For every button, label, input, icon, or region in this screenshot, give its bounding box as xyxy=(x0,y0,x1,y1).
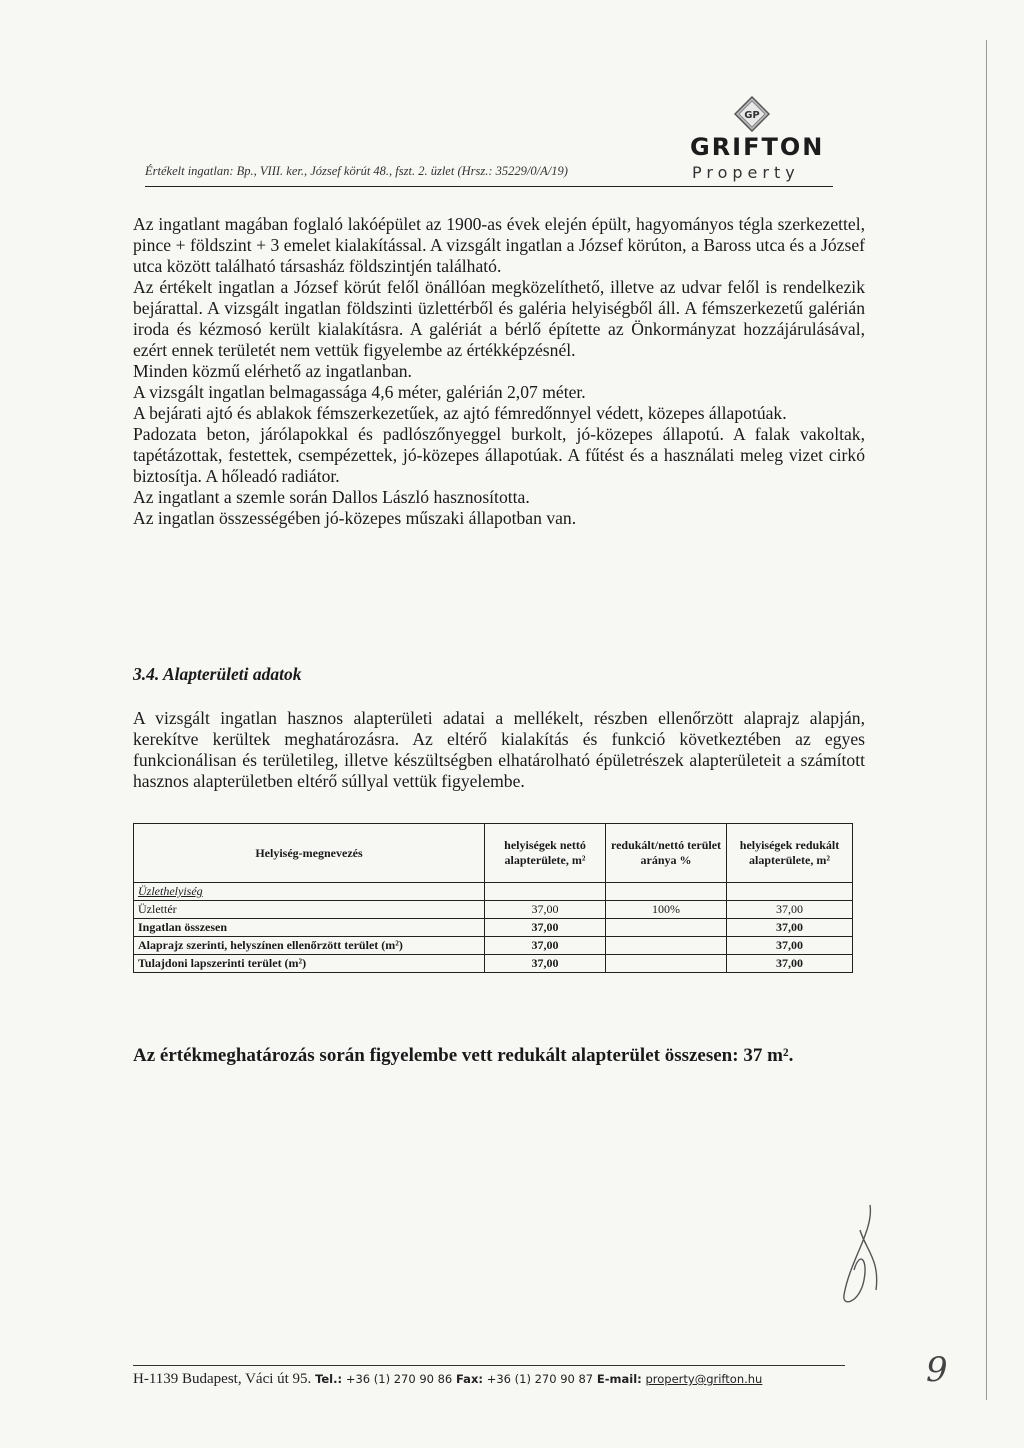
row-net xyxy=(485,883,606,901)
row-net: 37,00 xyxy=(485,937,606,955)
paragraph-doors: A bejárati ajtó és ablakok fémszerkezetűek, az ajtó fémredőnnyel védett, közepes állapotúak. xyxy=(133,403,787,423)
logo-mark-text: GP xyxy=(744,110,760,121)
row-ratio: 100% xyxy=(606,901,727,919)
footer-tel: +36 (1) 270 90 86 xyxy=(345,1372,453,1386)
table-row xyxy=(134,937,853,955)
footer xyxy=(133,1371,762,1388)
row-reduced: 37,00 xyxy=(727,955,853,973)
row-ratio xyxy=(606,955,727,973)
paragraph-height: A vizsgált ingatlan belmagassága 4,6 méter, galérián 2,07 méter. xyxy=(133,382,586,402)
header-reduced-area: helyiségek redukált alapterülete, m² xyxy=(727,824,853,883)
logo-subtitle: Property xyxy=(692,163,800,182)
footer-email-label: E-mail: xyxy=(596,1372,642,1386)
row-name: Alaprajz szerinti, helyszínen ellenőrzött terület (m²) xyxy=(134,937,485,955)
table-row xyxy=(134,883,853,901)
row-net: 37,00 xyxy=(485,955,606,973)
logo-wordmark: GRIFTON xyxy=(690,133,825,161)
row-name: Üzlettér xyxy=(134,901,485,919)
row-ratio xyxy=(606,919,727,937)
section-heading: 3.4. Alapterületi adatok xyxy=(133,664,302,684)
row-net: 37,00 xyxy=(485,919,606,937)
section-intro xyxy=(133,708,865,792)
table-row xyxy=(134,901,853,919)
row-net: 37,00 xyxy=(485,901,606,919)
footer-address: H-1139 Budapest, Váci út 95. xyxy=(133,1371,312,1387)
header-ratio: redukált/nettó terület aránya % xyxy=(606,824,727,883)
footer-fax: +36 (1) 270 90 87 xyxy=(486,1372,594,1386)
footer-rule xyxy=(133,1365,845,1366)
row-reduced: 37,00 xyxy=(727,937,853,955)
signature-icon xyxy=(830,1200,890,1320)
description-body xyxy=(133,214,865,529)
paragraph-access: Az értékelt ingatlan a József körút felől önállóan megközelíthető, illetve az udvar felől is rendelkezik bejárattal. A vizsgált ingatlan földszinti üzlettérből és galéria helyiségből áll. A fémszerkezetű galérián iroda és kézmosó került kialakításra. A galériát a bérlő építette az Önkormányzat hozzájárulásával, ezért ennek területét nem vettük figyelembe az értékképzésnél. xyxy=(133,277,865,360)
row-ratio xyxy=(606,937,727,955)
header-net-area: helyiségek nettó alapterülete, m² xyxy=(485,824,606,883)
row-reduced xyxy=(727,883,853,901)
page-number: 9 xyxy=(926,1350,948,1390)
area-intro-paragraph: A vizsgált ingatlan hasznos alapterületi adatai a mellékelt, részben ellenőrzött alaprajz alapján, kerekítve kerültek meghatározásra. Az eltérő kialakítás és funkció következtében az egyes funkcionálisan és területileg, illetve készültségben elhatárolható épületrészek alapterületeit a számított hasznos alapterületben eltérő súllyal vettük figyelembe. xyxy=(133,708,865,791)
header-room-name: Helyiség-megnevezés xyxy=(134,824,485,883)
row-ratio xyxy=(606,883,727,901)
header-rule xyxy=(145,186,833,187)
paragraph-usage: Az ingatlant a szemle során Dallos László hasznosította. xyxy=(133,487,530,507)
paragraph-building: Az ingatlant magában foglaló lakóépület az 1900-as évek elején épült, hagyományos tégla szerkezettel, pince + földszint + 3 emelet kialakítással. A vizsgált ingatlan a József körúton, a Baross utca és a József utca között található társasház földszintjén található. xyxy=(133,214,865,276)
grifton-logo-icon xyxy=(734,96,770,132)
paragraph-finishes: Padozata beton, járólapokkal és padlószőnyeggel burkolt, jó-közepes állapotú. A falak vakoltak, tapétázottak, festettek, csempézettek, jó-közepes állapotúak. A fűtést és a használati meleg vizet cirkó biztosítja. A hőleadó radiátor. xyxy=(133,424,865,486)
area-summary: Az értékmeghatározás során figyelembe vett redukált alapterület összesen: 37 m². xyxy=(133,1045,794,1066)
row-reduced: 37,00 xyxy=(727,901,853,919)
footer-tel-label: Tel.: xyxy=(315,1372,343,1386)
row-name: Tulajdoni lapszerinti terület (m²) xyxy=(134,955,485,973)
table-header-row xyxy=(134,824,853,883)
row-name: Üzlethelyiség xyxy=(134,883,485,901)
table-row xyxy=(134,919,853,937)
row-reduced: 37,00 xyxy=(727,919,853,937)
footer-fax-label: Fax: xyxy=(456,1372,483,1386)
property-reference: Értékelt ingatlan: Bp., VIII. ker., József körút 48., fszt. 2. üzlet (Hrsz.: 35229/0/A/19) xyxy=(145,164,568,178)
footer-email-link[interactable]: property@grifton.hu xyxy=(645,1372,763,1386)
table-row xyxy=(134,955,853,973)
scan-edge-line xyxy=(986,40,987,1400)
row-name: Ingatlan összesen xyxy=(134,919,485,937)
area-table xyxy=(133,823,853,973)
paragraph-condition: Az ingatlan összességében jó-közepes műszaki állapotban van. xyxy=(133,508,577,528)
paragraph-utilities: Minden közmű elérhető az ingatlanban. xyxy=(133,361,412,381)
